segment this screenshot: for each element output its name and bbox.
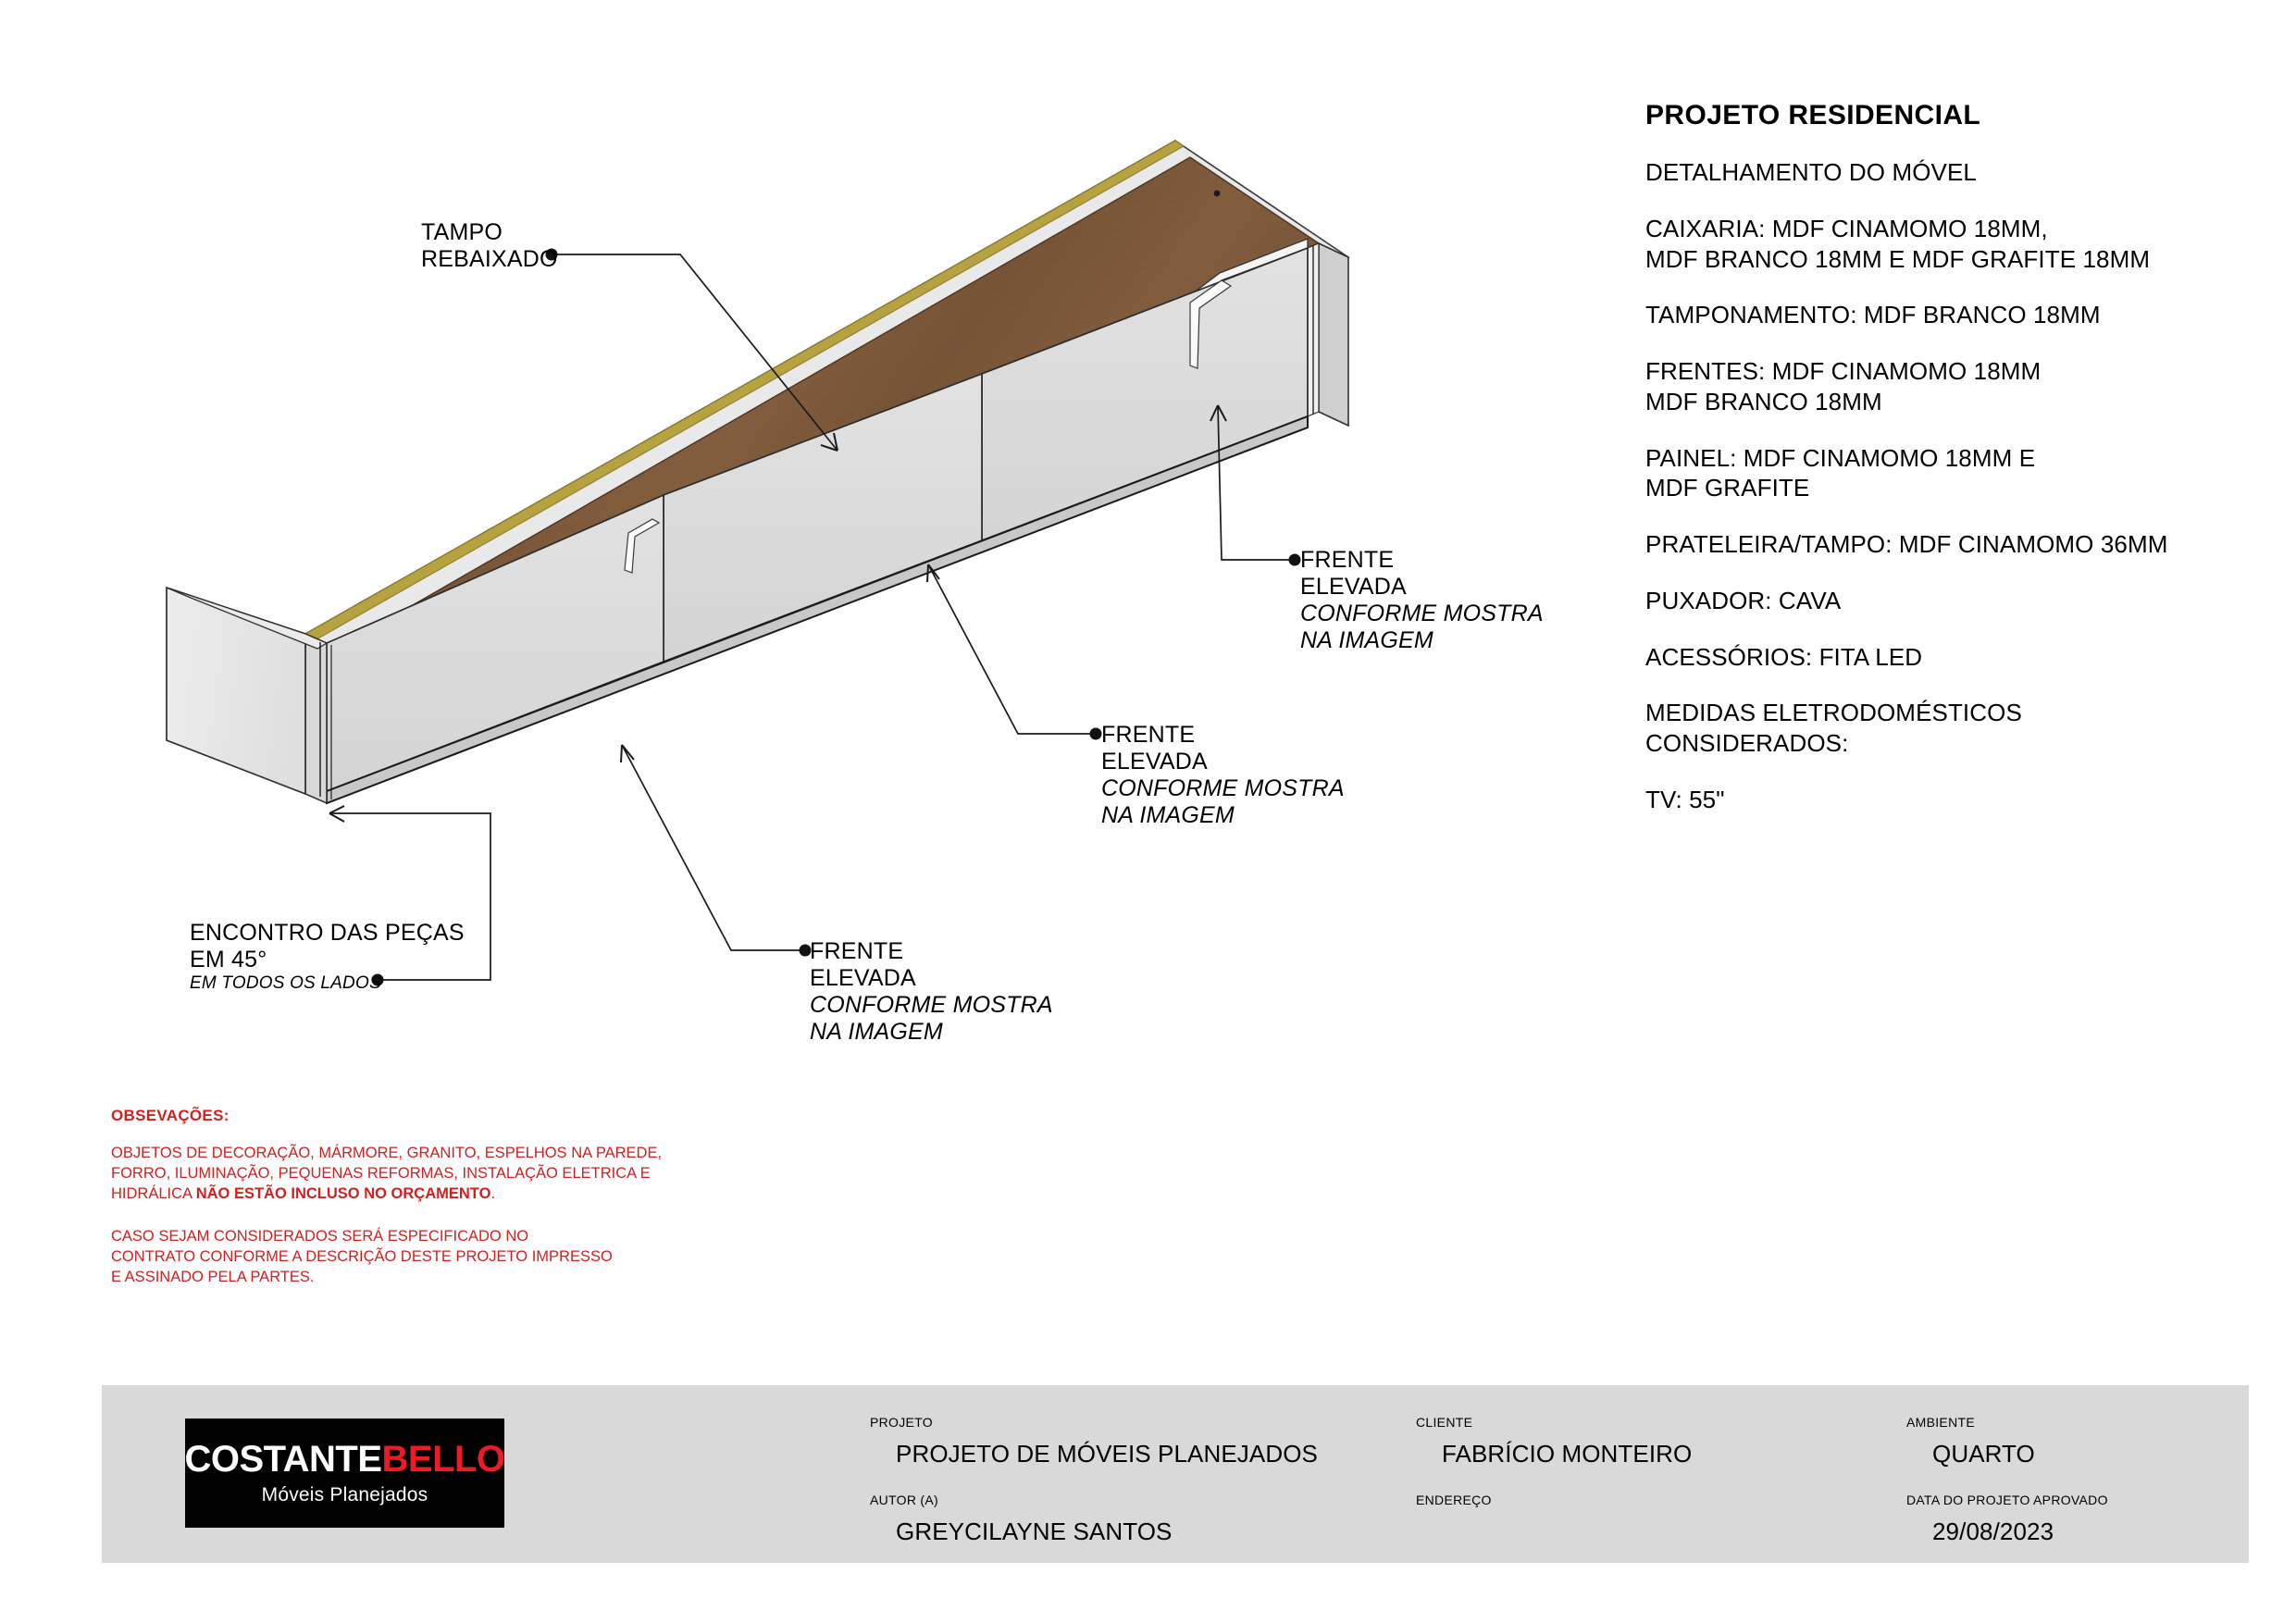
spec-line: PRATELEIRA/TAMPO: MDF CINAMOMO 36MM — [1645, 530, 2168, 558]
observations-paragraph-2 — [111, 1227, 666, 1288]
callout-line: EM TODOS OS LADOS — [190, 973, 381, 993]
callout-encontro-45-graus — [190, 920, 465, 994]
spec-item — [1645, 642, 2238, 673]
field-value: FABRÍCIO MONTEIRO — [1442, 1440, 1693, 1468]
field-label: AUTOR (A) — [870, 1493, 938, 1507]
logo-tagline: Móveis Planejados — [261, 1483, 428, 1505]
cabinet-right-end-cap — [1319, 243, 1348, 426]
spec-item — [1645, 586, 2238, 616]
observations-paragraph-1 — [111, 1144, 666, 1205]
callout-line: REBAIXADO — [421, 246, 558, 272]
callout-tampo-rebaixado — [421, 219, 558, 273]
logo-word-costante: COSTANTE — [184, 1438, 382, 1480]
field-label: PROJETO — [870, 1415, 933, 1430]
spec-line: CAIXARIA: MDF CINAMOMO 18MM, — [1645, 214, 2048, 242]
field-cliente — [1416, 1415, 1692, 1468]
logo-wordmark — [184, 1438, 505, 1480]
field-endereco — [1416, 1493, 1492, 1518]
cabinet-body — [167, 141, 1348, 803]
cabinet-left-end-cap — [305, 634, 327, 803]
obs-text-tail: . — [490, 1184, 496, 1202]
top-surface-marker-dot — [1214, 191, 1221, 197]
observations-block — [111, 1107, 666, 1310]
callout-line: TAMPO — [421, 219, 503, 245]
field-value: 29/08/2023 — [1932, 1518, 2054, 1545]
field-value: PROJETO DE MÓVEIS PLANEJADOS — [896, 1440, 1318, 1468]
field-ambiente — [1906, 1415, 2035, 1468]
field-label: AMBIENTE — [1906, 1415, 1975, 1430]
spec-item — [1645, 443, 2238, 504]
spec-item — [1645, 214, 2238, 275]
callout-line: NA IMAGEM — [810, 1019, 943, 1045]
callout-line: NA IMAGEM — [1101, 802, 1235, 828]
spec-line: CONSIDERADOS: — [1645, 729, 1849, 757]
field-label: ENDEREÇO — [1416, 1493, 1492, 1507]
callout-frente-elevada-right — [1300, 547, 1544, 654]
callout-line: FRENTE — [810, 938, 904, 964]
leader-frente-mid — [928, 564, 1092, 734]
obs-line: E ASSINADO PELA PARTES. — [111, 1268, 315, 1285]
spec-line: MDF BRANCO 18MM E MDF GRAFITE 18MM — [1645, 244, 2151, 273]
obs-line: CASO SEJAM CONSIDERADOS SERÁ ESPECIFICADO NO — [111, 1227, 529, 1245]
callout-line: EM 45° — [190, 947, 267, 973]
callout-line: CONFORME MOSTRA — [810, 992, 1053, 1018]
callout-line: NA IMAGEM — [1300, 627, 1433, 653]
leader-dot-frente-mid — [1090, 728, 1102, 740]
spec-line: MDF GRAFITE — [1645, 474, 1810, 502]
spec-line: DETALHAMENTO DO MÓVEL — [1645, 158, 1977, 186]
field-value: GREYCILAYNE SANTOS — [896, 1518, 1173, 1545]
spec-line: PAINEL: MDF CINAMOMO 18MM E — [1645, 443, 2036, 472]
field-autor — [870, 1493, 1172, 1546]
field-label: DATA DO PROJETO APROVADO — [1906, 1493, 2108, 1507]
callout-line: FRENTE — [1300, 547, 1395, 573]
cabinet-left-side-face — [167, 588, 305, 794]
spec-line: ACESSÓRIOS: FITA LED — [1645, 642, 1923, 671]
callout-line: ENCONTRO DAS PEÇAS — [190, 920, 465, 946]
spec-line: PUXADOR: CAVA — [1645, 586, 1842, 614]
field-label: CLIENTE — [1416, 1415, 1473, 1430]
observations-title: OBSEVAÇÕES: — [111, 1107, 230, 1124]
obs-text-lead: OBJETOS DE DECORAÇÃO, MÁRMORE, GRANITO, ESPELHOS NA PAREDE, FORRO, ILUMINAÇÃO, PEQUENAS REFORMAS, INSTALAÇÃO ELETRICA E HIDRÁLICA — [111, 1145, 663, 1202]
spec-item — [1645, 785, 2238, 815]
page-title: PROJETO RESIDENCIAL — [1645, 100, 1981, 130]
logo-word-bello: BELLO — [381, 1438, 505, 1480]
leader-frente-left — [622, 745, 801, 950]
spec-item — [1645, 356, 2238, 417]
title-block — [102, 1385, 2249, 1563]
callout-line: ELEVADA — [1300, 574, 1407, 600]
spec-item — [1645, 300, 2238, 330]
callout-frente-elevada-middle — [1101, 722, 1345, 829]
callout-line: CONFORME MOSTRA — [1101, 775, 1345, 801]
callout-line: ELEVADA — [1101, 749, 1208, 774]
spec-item — [1645, 529, 2238, 560]
field-projeto — [870, 1415, 1318, 1468]
callout-line: FRENTE — [1101, 722, 1196, 748]
spec-item — [1645, 157, 2238, 188]
spec-line: MEDIDAS ELETRODOMÉSTICOS — [1645, 699, 2022, 727]
callout-line: CONFORME MOSTRA — [1300, 601, 1544, 626]
callout-frente-elevada-left — [810, 938, 1053, 1046]
company-logo — [185, 1419, 504, 1528]
spec-line: FRENTES: MDF CINAMOMO 18MM — [1645, 357, 2042, 385]
field-data-projeto-aprovado — [1906, 1493, 2108, 1546]
spec-line: TV: 55" — [1645, 785, 1725, 813]
spec-item — [1645, 698, 2238, 759]
spec-line: MDF BRANCO 18MM — [1645, 387, 1882, 415]
callout-line: ELEVADA — [810, 965, 916, 991]
spec-line: TAMPONAMENTO: MDF BRANCO 18MM — [1645, 301, 2101, 329]
obs-text-emphasis: NÃO ESTÃO INCLUSO NO ORÇAMENTO — [195, 1184, 491, 1202]
field-value: QUARTO — [1932, 1440, 2035, 1468]
specification-panel — [1645, 100, 2238, 841]
obs-line: CONTRATO CONFORME A DESCRIÇÃO DESTE PROJETO IMPRESSO — [111, 1247, 613, 1265]
leader-dot-frente-right — [1289, 554, 1301, 566]
